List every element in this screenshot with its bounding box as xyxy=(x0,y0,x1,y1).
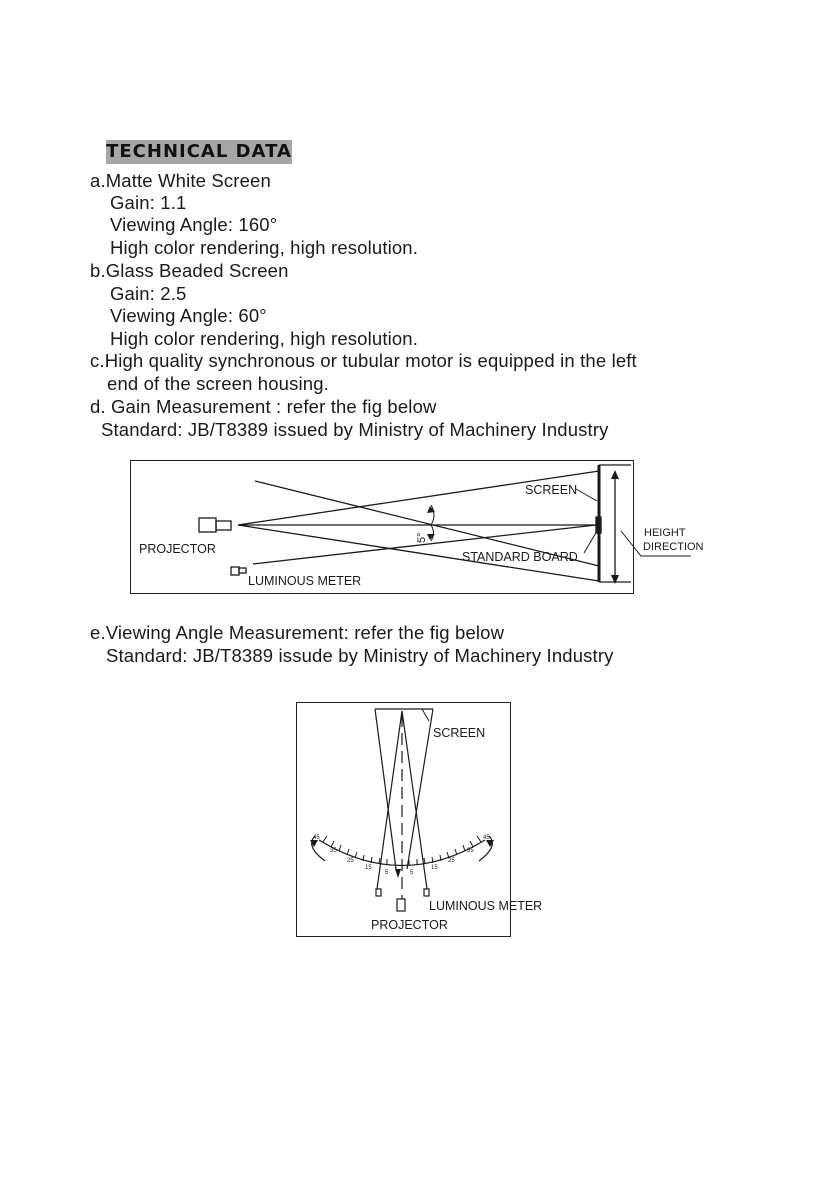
screen-label: SCREEN xyxy=(525,483,578,497)
luminous-meter-label: LUMINOUS METER xyxy=(429,899,543,913)
screen-leader xyxy=(422,709,429,721)
ray-projector-to-top xyxy=(238,471,599,525)
gain-measurement-standard: Standard: JB/T8389 issued by Ministry of Machinery Industry xyxy=(101,419,609,440)
scale-label-right-45: 45 xyxy=(483,835,490,841)
projector-body xyxy=(199,518,216,532)
glass-beaded-gain: Gain: 2.5 xyxy=(110,283,187,304)
angle-arrowhead-bottom xyxy=(427,534,435,540)
glass-beaded-title: b.Glass Beaded Screen xyxy=(90,260,289,281)
height-label: HEIGHT xyxy=(644,527,686,539)
glass-beaded-rendering: High color rendering, high resolution. xyxy=(110,328,419,349)
gain-measurement-diagram xyxy=(131,461,704,593)
meter-lens xyxy=(239,568,246,573)
projector-label: PROJECTOR xyxy=(139,542,216,556)
gain-measurement-figure xyxy=(130,460,704,594)
center-marker xyxy=(395,869,401,878)
scale-label-left-15: 15 xyxy=(365,865,372,871)
motor-line-1: c.High quality synchronous or tubular motor is equipped in the left xyxy=(90,350,637,371)
scale-label-left-5: 5 xyxy=(385,870,389,876)
meter-ray-left xyxy=(377,711,402,889)
screen-cone-left xyxy=(375,709,396,869)
angle-arc-lower xyxy=(431,525,434,541)
luminous-meter-label: LUMINOUS METER xyxy=(248,574,362,588)
glass-beaded-angle: Viewing Angle: 60° xyxy=(110,305,267,326)
viewing-angle-title: e.Viewing Angle Measurement: refer the fig below xyxy=(90,622,505,643)
screen-cone-right xyxy=(407,709,433,869)
direction-label: DIRECTION xyxy=(643,541,704,553)
screen-leader xyxy=(576,489,597,501)
projector-label: PROJECTOR xyxy=(371,918,448,932)
standard-board-label: STANDARD BOARD xyxy=(462,550,578,564)
angle-arrowhead-top xyxy=(427,506,435,513)
scale-label-right-35: 35 xyxy=(467,848,474,854)
matte-white-title: a.Matte White Screen xyxy=(90,170,271,191)
section-heading: TECHNICAL DATA xyxy=(106,141,292,162)
motor-line-2: end of the screen housing. xyxy=(107,373,329,394)
standard-board-mark xyxy=(596,517,601,533)
projector-icon xyxy=(397,899,405,911)
projector-lens xyxy=(216,521,231,530)
viewing-angle-diagram xyxy=(297,703,567,936)
meter-ray-right xyxy=(402,711,427,889)
meter-body xyxy=(231,567,239,575)
gain-measurement-title: d. Gain Measurement : refer the fig below xyxy=(90,396,437,417)
right-meter-icon xyxy=(424,889,429,896)
board-leader xyxy=(584,531,597,553)
height-arrowhead-top xyxy=(611,470,619,479)
matte-white-angle: Viewing Angle: 160° xyxy=(110,214,278,235)
scale-label-right-25: 25 xyxy=(448,858,455,864)
matte-white-rendering: High color rendering, high resolution. xyxy=(110,237,419,258)
angle-label: 5° xyxy=(416,532,428,543)
matte-white-gain: Gain: 1.1 xyxy=(110,192,187,213)
height-arrowhead-bottom xyxy=(611,575,619,584)
viewing-angle-figure xyxy=(296,702,543,937)
left-meter-icon xyxy=(376,889,381,896)
scale-label-left-35: 35 xyxy=(330,848,337,854)
scale-label-left-45: 45 xyxy=(313,835,320,841)
scale-label-right-5: 5 xyxy=(410,870,414,876)
scale-label-right-15: 15 xyxy=(431,865,438,871)
scale-label-left-25: 25 xyxy=(347,858,354,864)
screen-label: SCREEN xyxy=(433,726,486,740)
viewing-angle-standard: Standard: JB/T8389 issude by Ministry of Machinery Industry xyxy=(106,645,614,666)
